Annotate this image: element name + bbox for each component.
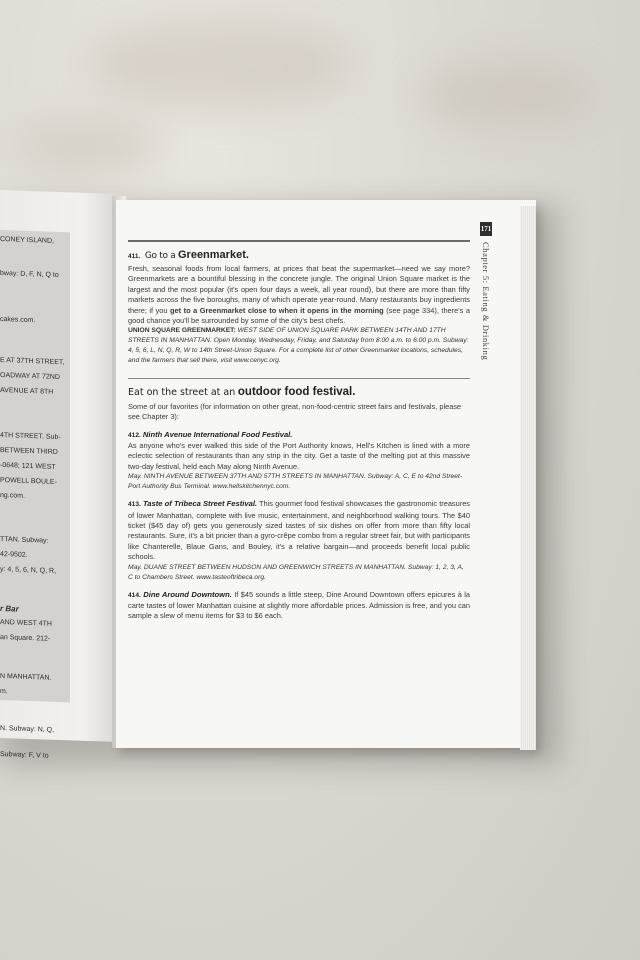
entry-title-prefix: Go to a (144, 250, 176, 261)
page-content (128, 240, 470, 622)
entry-412-title (128, 430, 470, 441)
entry-body: If $45 sounds a little steep, Dine Around Downtown offers epicures à la carte tastes of lower Manhattan cuisine at slightly more affordable prices. Admission is free, and you can sample a slew of menu items for $3 to $6 each. (128, 589, 470, 621)
section-intro: Some of our favorites (for information on other great, non-food-centric street fairs and festivals, please see Chapter 3): (128, 401, 462, 422)
page-number: 171 (480, 222, 492, 236)
info-text: WEST SIDE OF UNION SQUARE PARK BETWEEN 14TH AND 17TH STREETS IN MANHATTAN. Open Monday, Wednesday, Friday, and Saturday from 8:00 a.m. to 6:00 p.m. Subway: 4, 5, 6, L, N, Q, R, W to 14th Street-Union Square. For a complete list of other Greenmarket locations, schedules, and the farmers that sell there, visit www.cenyc.org. (128, 327, 469, 365)
body-bold-text: get to a Greenmarket close to when it opens in the morning (170, 305, 384, 315)
entry-title: Dine Around Downtown. (143, 589, 232, 599)
left-page-line: 42-9502. (0, 550, 28, 559)
page-stack-edge (520, 206, 536, 750)
table-stain (20, 120, 160, 170)
left-page-line: N. Subway: N, Q, (0, 724, 55, 734)
entry-411-body (128, 264, 470, 326)
entry-412-body: As anyone who's ever walked this side of the Port Authority knows, Hell's Kitchen is lined with a more eclectic selection of restaurants than any strip in the city. Get a taste of the melting pot at this massive two-day festival, held each May along Ninth Avenue. (128, 440, 470, 471)
entry-414 (128, 590, 470, 622)
entry-title: Taste of Tribeca Street Festival. (142, 499, 258, 509)
left-page-line: OADWAY AT 72ND (0, 371, 60, 382)
left-page-line: TTAN. Subway: (0, 535, 49, 545)
left-page-line: 4TH STREET. Sub- (0, 431, 61, 442)
entry-number: 411. (128, 252, 141, 260)
table-stain (90, 20, 350, 110)
entry-411-heading (128, 250, 470, 262)
entry-411-info (128, 326, 470, 366)
section-title: outdoor food festival. (237, 386, 356, 399)
entry-413-info: May. DUANE STREET BETWEEN HUDSON AND GREENWICH STREETS IN MANHATTAN. Subway: 1, 2, 3, A, C to Chambers Street. www.tasteoftribeca.org. (128, 563, 464, 581)
entry-412-info: May. NINTH AVENUE BETWEEN 37TH AND 57TH STREETS IN MANHATTAN. Subway: A, C, E to 42nd Street-Port Authority Bus Terminal. www.hellskitchennyc.com. (128, 473, 463, 491)
left-page-line: N MANHATTAN. (0, 672, 52, 682)
left-page-line: bway: D, F, N, Q to (0, 269, 59, 279)
running-head (480, 212, 492, 412)
section-heading (128, 387, 470, 398)
left-page-line: Subway: F, V to (0, 750, 49, 760)
body-text: Fresh, seasonal foods from local farmers, at prices that beat the supermarket—need we say more? Greenmarkets are a bountiful blessing in the concrete jungle. The original Union Square market is the largest and the most popular (it's open four days a week, all year round), but there are more than fifty markets across the five boroughs, many of which operate year-round. Many restaurants buy ingredients there; if you (128, 263, 470, 315)
left-page-line: E AT 37TH STREET, (0, 356, 65, 367)
left-page-line: an Square. 212- (0, 633, 51, 643)
entry-title: Greenmarket. (177, 248, 249, 261)
section-rule (128, 378, 470, 379)
entry-title: Ninth Avenue International Food Festival. (142, 429, 293, 439)
table-stain (420, 60, 590, 130)
entry-number: 412. (128, 431, 141, 439)
top-rule (128, 240, 470, 242)
section-title-prefix: Eat on the street at an (128, 387, 236, 399)
entry-number: 414. (128, 591, 141, 599)
left-page-line: AND WEST 4TH (0, 618, 52, 628)
left-page-line: ng.com. (0, 491, 25, 500)
left-page-line: CONEY ISLAND, (0, 235, 54, 245)
left-page-line: cakes.com. (0, 315, 36, 325)
left-page (0, 190, 118, 760)
chapter-label: Chapter 5: Eating & Drinking (481, 242, 491, 361)
left-page-line: y: 4, 5, 6, N, Q, R, (0, 565, 57, 575)
left-page-line: m. (0, 687, 8, 696)
entry-number: 413. (128, 501, 141, 509)
left-page-line: r Bar (0, 603, 19, 614)
left-page-line: BETWEEN THIRD (0, 446, 58, 456)
left-page-line: AVENUE AT 8TH (0, 386, 54, 396)
entry-413 (128, 499, 470, 562)
left-page-line: POWELL BOULE- (0, 476, 57, 486)
left-page-line: -0648; 121 WEST (0, 461, 56, 471)
entry-body: This gourmet food festival showcases the gastronomic treasures of lower Manhattan, complete with live music, entertainment, and neighborhood walking tours. The $40 ticket ($45 day of) gets you generously sized tastes of six dishes on offer from more than fifty local restaurants. Sure, it's a bit pricier than a gyro-crêpe combo from a regular street fair, but with participants like Chanterelle, Blaue Gans, and Bouley, it's a relative bargain—and proceeds benefit local public schools. (128, 499, 471, 562)
info-label: UNION SQUARE GREENMARKET: (128, 327, 236, 335)
body-text: (see page 334), there's a good chance you'll be surrounded by some of the city's best chefs. (128, 305, 470, 325)
